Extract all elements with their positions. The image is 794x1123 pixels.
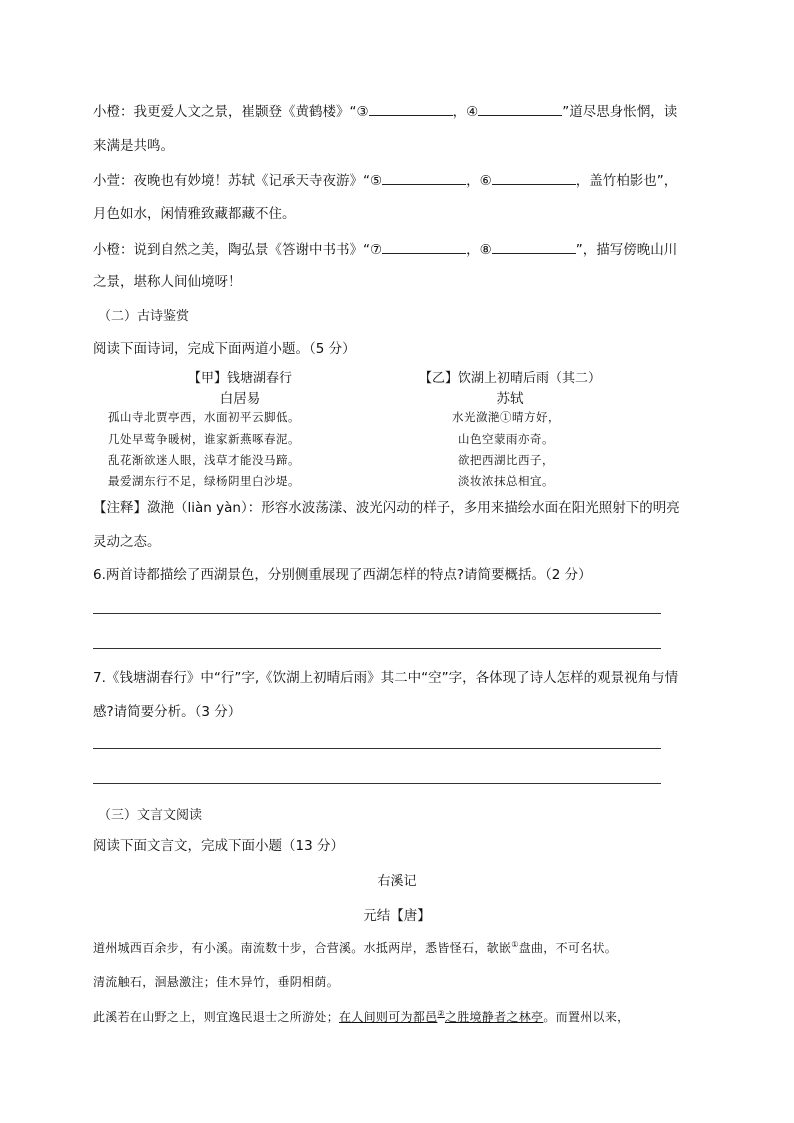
question-7-line-2: 感?请简要分析。（3 分） [93, 704, 242, 720]
blank-number-6: ⑥ [479, 173, 492, 189]
poem-b-title: 【乙】饮湖上初晴后雨（其二） [418, 371, 601, 386]
essay-text: 此溪若在山野之上，则宜逸民退士之所游处； [93, 1010, 340, 1024]
section-heading-poetry: （二）古诗鉴赏 [98, 309, 190, 324]
essay-title: 右溪记 [377, 874, 417, 889]
classical-intro: 阅读下面文言文，完成下面小题（13 分） [93, 838, 344, 854]
answer-blank-8[interactable] [492, 239, 576, 254]
section-heading-classical: （三）文言文阅读 [98, 808, 203, 823]
footnote-marker-1: ① [511, 940, 519, 949]
answer-line-q6-1[interactable] [93, 613, 661, 614]
annotation-line-1: 【注释】潋滟（liàn yàn）：形容水波荡漾、波光闪动的样子，多用来描绘水面在阳光照射下的明亮 [93, 500, 680, 516]
dialogue-text: ，盖竹柏影也”， [575, 173, 678, 189]
answer-line-q7-1[interactable] [93, 748, 661, 749]
question-6: 6.两首诗都描绘了西湖景色，分别侧重展现了西湖怎样的特点?请简要概括。（2 分） [93, 567, 592, 583]
dialogue-text: ”，描写傍晚山川 [575, 242, 678, 258]
poetry-intro: 阅读下面诗词，完成下面两道小题。（5 分） [93, 341, 356, 357]
dialogue-text: 小萱：夜晚也有妙境！苏轼《记承天寺夜游》“ [93, 173, 370, 189]
answer-line-q7-2[interactable] [93, 783, 661, 784]
annotation-line-2: 灵动之态。 [93, 534, 161, 550]
dialogue-text: 小橙：我更爱人文之景，崔颢登《黄鹤楼》“ [93, 104, 357, 120]
blank-number-8: ⑧ [479, 242, 492, 258]
underlined-sentence: 在人间则可为都邑 [339, 1010, 438, 1024]
separator: ， [452, 104, 467, 120]
dialogue-line-1 [93, 101, 677, 122]
blank-number-4: ④ [466, 104, 479, 120]
poem-a-author: 白居易 [219, 391, 261, 407]
essay-paragraph-1 [93, 939, 617, 956]
dialogue-line-3 [93, 170, 677, 191]
poem-b-line-1: 水光潋滟①晴方好， [452, 410, 560, 424]
essay-text: 。而置州以来， [543, 1010, 630, 1024]
poem-b-line-2: 山色空蒙雨亦奇。 [458, 432, 554, 446]
separator: ， [466, 242, 480, 258]
essay-author: 元结【唐】 [363, 908, 431, 924]
separator: ， [466, 173, 480, 189]
dialogue-line-6: 之景，堪称人间仙境呀！ [93, 274, 242, 290]
poem-a-title: 【甲】钱塘湖春行 [187, 371, 292, 386]
poem-b-line-3: 欲把西湖比西子， [458, 453, 554, 467]
dialogue-line-4: 月色如水，闲情雅致藏都藏不住。 [93, 206, 296, 222]
dialogue-line-5 [93, 239, 677, 260]
poem-a-line-2: 几处早莺争暖树，谁家新燕啄春泥。 [108, 432, 300, 446]
question-7-line-1: 7.《钱塘湖春行》中“行”字,《饮湖上初晴后雨》其二中“空”字，各体现了诗人怎样的观景视角与情 [93, 670, 679, 686]
blank-number-7: ⑦ [370, 242, 383, 258]
answer-blank-5[interactable] [382, 170, 466, 185]
answer-blank-7[interactable] [382, 239, 466, 254]
poem-a-line-3: 乱花渐欲迷人眼，浅草才能没马蹄。 [108, 453, 300, 467]
dialogue-text: ”道尽思身怅惘，读 [562, 104, 678, 120]
essay-paragraph-2: 清流触石，洄悬激注；佳木异竹，垂阴相荫。 [93, 975, 340, 989]
answer-blank-6[interactable] [492, 170, 576, 185]
footnote-marker-2: ② [437, 1009, 445, 1018]
underlined-sentence: 之胜境静者之林亭 [444, 1010, 544, 1024]
answer-blank-4[interactable] [478, 101, 562, 116]
blank-number-3: ③ [356, 104, 369, 120]
dialogue-text: 小橙：说到自然之美，陶弘景《答谢中书书》“ [93, 242, 370, 258]
poem-b-line-4: 淡妆浓抹总相宜。 [458, 474, 554, 488]
poem-a-line-4: 最爱湖东行不足，绿杨阴里白沙堤。 [108, 474, 300, 488]
blank-number-5: ⑤ [370, 173, 383, 189]
poem-a-line-1: 孤山寺北贾亭西，水面初平云脚低。 [108, 410, 300, 424]
poem-b-author: 苏轼 [496, 391, 524, 407]
answer-line-q6-2[interactable] [93, 648, 661, 649]
essay-text: 道州城西百余步，有小溪。南流数十步，合营溪。水抵两岸，悉皆怪石，欹嵌 [93, 941, 512, 955]
essay-paragraph-3 [93, 1008, 629, 1025]
answer-blank-3[interactable] [369, 101, 453, 116]
dialogue-line-2: 来满是共鸣。 [93, 138, 174, 154]
essay-text: 盘曲，不可名状。 [518, 941, 618, 955]
